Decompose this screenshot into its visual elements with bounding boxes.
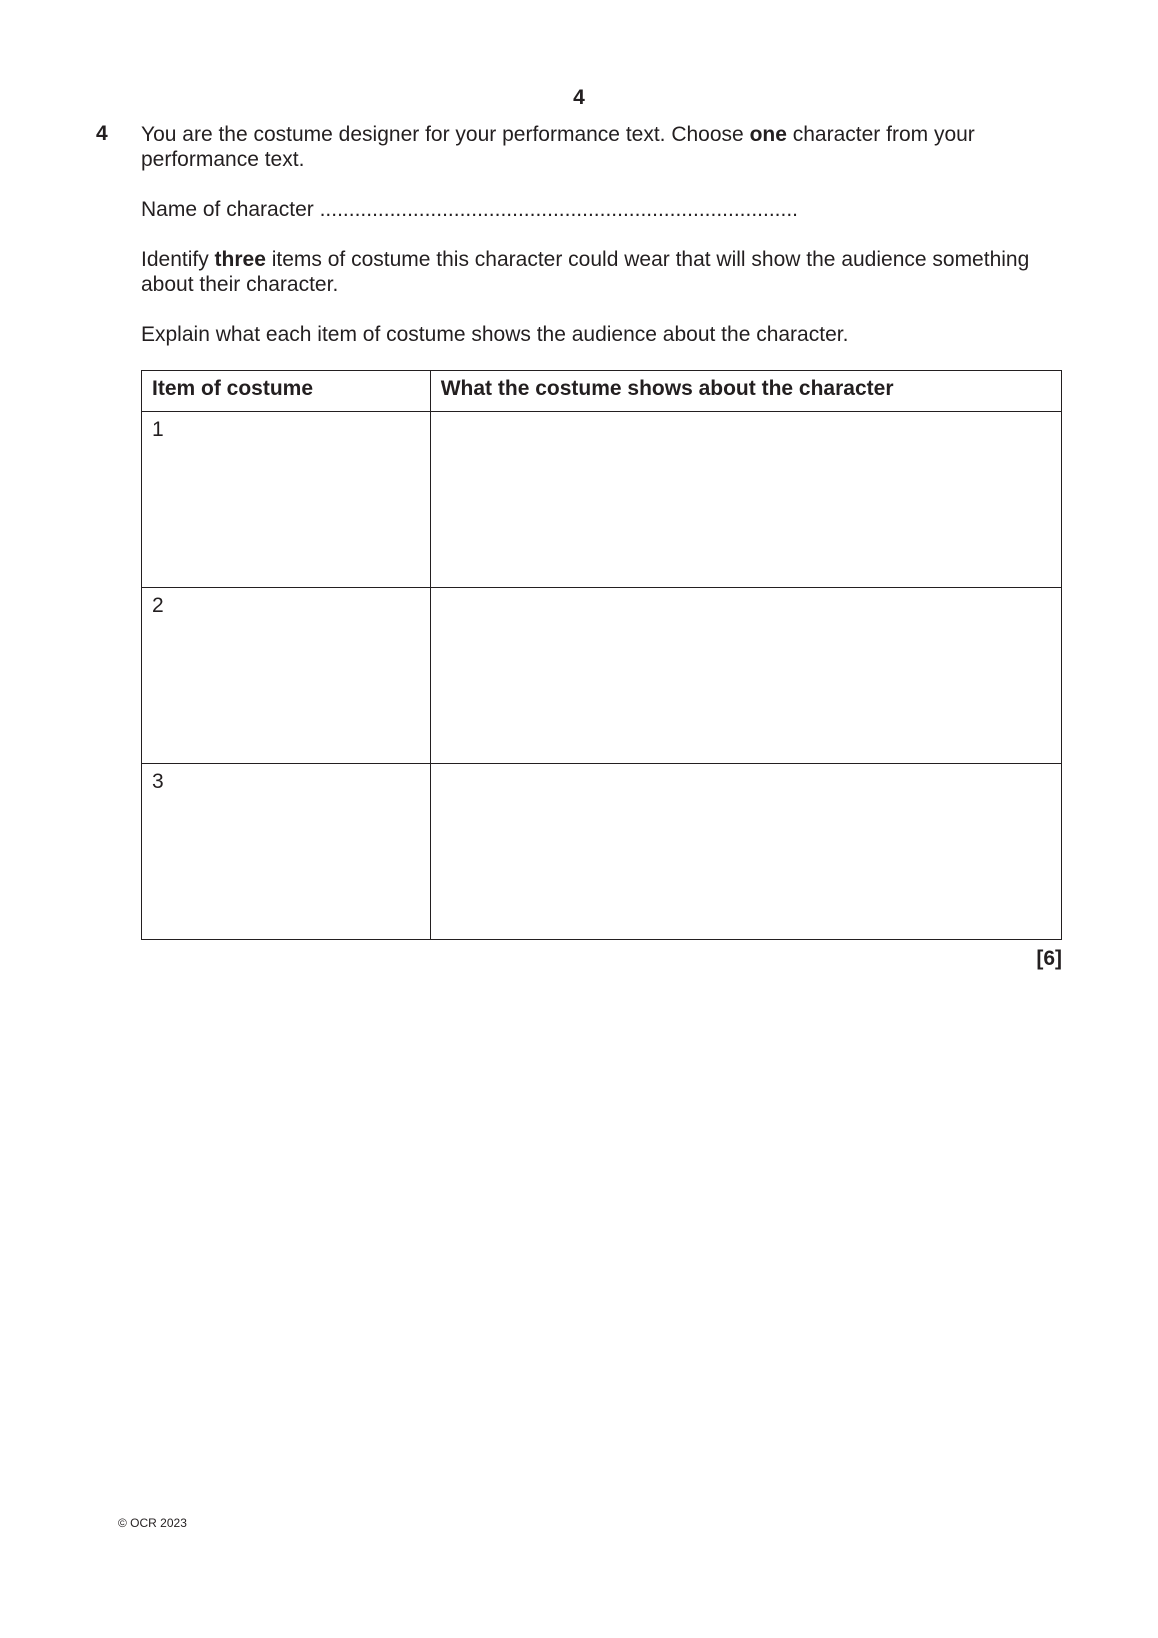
answer-cell-item-3[interactable]: 3	[142, 764, 431, 940]
answer-cell-item-2[interactable]: 2	[142, 588, 431, 764]
answer-cell-shows-2[interactable]	[430, 588, 1061, 764]
answer-cell-shows-1[interactable]	[430, 412, 1061, 588]
header-what-costume-shows: What the costume shows about the character	[430, 371, 1061, 412]
table-row	[142, 764, 1062, 940]
question-intro-emphasis: one	[749, 123, 787, 146]
header-item-of-costume: Item of costume	[142, 371, 431, 412]
explain-instruction: Explain what each item of costume shows the audience about the character.	[141, 323, 849, 346]
answer-cell-item-1[interactable]: 1	[142, 412, 431, 588]
identify-text-end: items of costume this character could wear that will show the audience something about their character.	[141, 248, 1030, 296]
identify-emphasis: three	[214, 248, 266, 271]
page-number: 4	[573, 86, 585, 109]
question-intro-text-end: character from your performance text.	[141, 123, 975, 171]
marks-indicator: [6]	[1036, 947, 1062, 970]
question-body	[141, 122, 1066, 372]
table-row	[142, 588, 1062, 764]
table-header-row	[142, 371, 1062, 412]
costume-answer-table	[141, 370, 1062, 940]
character-name-line[interactable]: Name of character ..................................................................................	[141, 198, 798, 221]
table-row	[142, 412, 1062, 588]
answer-cell-shows-3[interactable]	[430, 764, 1061, 940]
question-intro-text: You are the costume designer for your performance text. Choose	[141, 123, 750, 146]
question-number: 4	[96, 122, 108, 145]
copyright-footer: © OCR 2023	[118, 1516, 187, 1530]
identify-instruction	[141, 247, 1066, 297]
question-intro	[141, 122, 1066, 172]
identify-text: Identify	[141, 248, 215, 271]
